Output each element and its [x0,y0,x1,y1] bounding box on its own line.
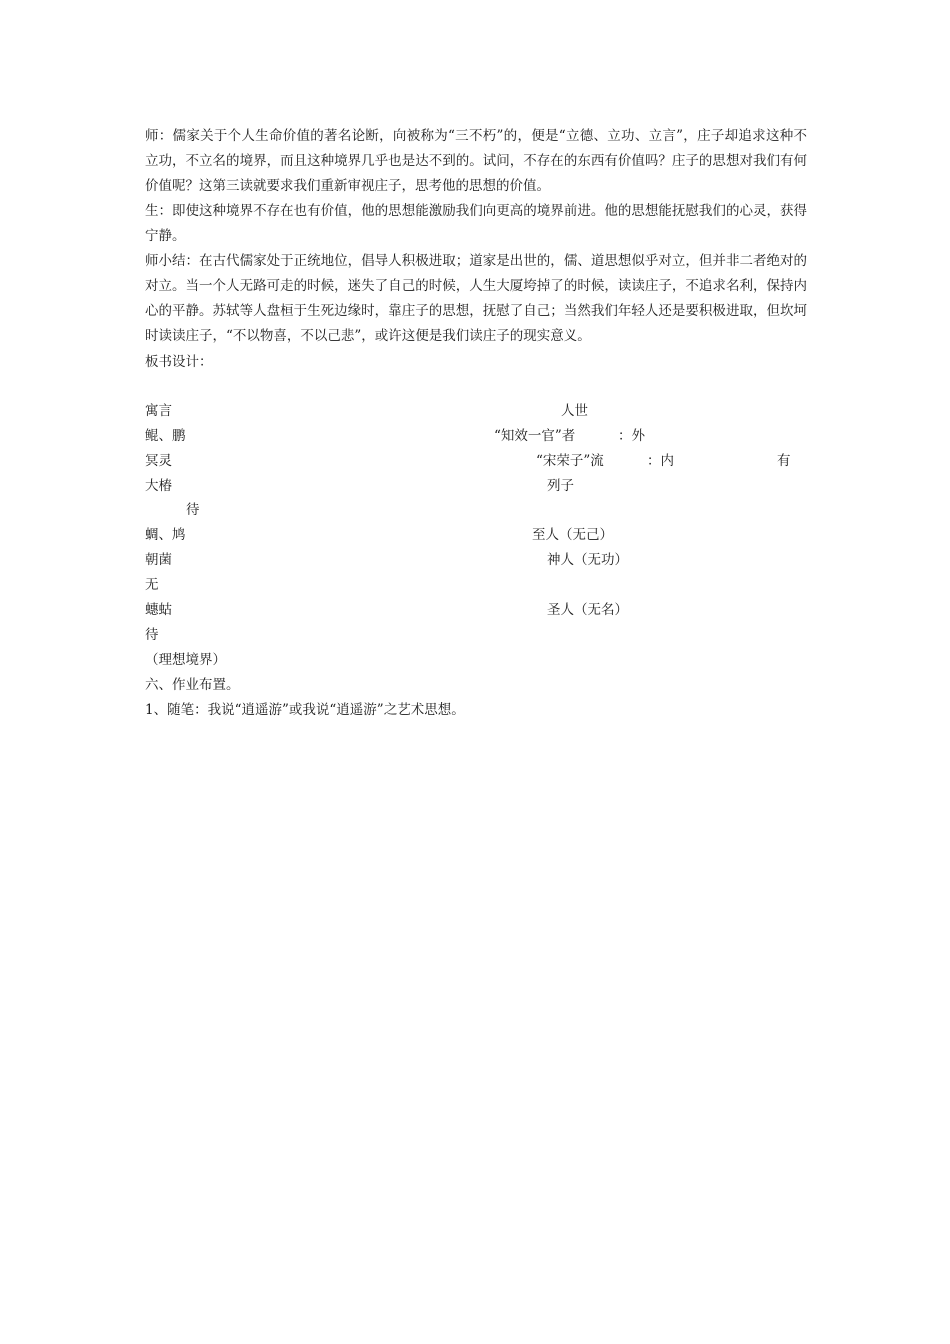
board-liezi: 列子 [547,478,574,494]
student-answer-paragraph: 生：即使这种境界不存在也有价值，他的思想能激励我们向更高的境界前进。他的思想能抚慰我们的心灵，获得宁静。 [145,203,807,244]
board-zhaojun: 朝菌 [145,552,172,568]
board-tiao-jiu: 蜩、鸠 [145,527,186,543]
teacher-summary-paragraph: 师小结：在古代儒家处于正统地位，倡导人积极进取；道家是出世的，儒、道思想似乎对立，但并非二者绝对的对立。当一个人无路可走的时候，迷失了自己的时候，人生大厦垮掉了的时候，读读庄子，不追求名利，保持内心的平静。苏轼等人盘桓于生死边缘时，靠庄子的思想，抚慰了自己；当然我们年轻人还是要积极进取，但坎坷时读读庄子，“不以物喜，不以己悲”，或许这便是我们读庄子的现实意义。 [145,253,807,344]
homework-item-1: 1、随笔：我说“逍遥游”或我说“逍遥游”之艺术思想。 [145,702,465,718]
board-you: 有 [777,453,791,469]
board-mingling: 冥灵 [145,453,172,469]
board-shengren: 圣人（无名） [547,602,628,618]
board-nei: ：内 [647,453,674,469]
board-dachun: 大椿 [145,478,172,494]
board-wu: 无 [145,577,159,593]
board-dai-2: 待 [145,627,159,643]
board-renshi: 人世 [561,403,588,419]
homework-heading: 六、作业布置。 [145,677,240,693]
board-kun-peng: 鲲、鹏 [145,428,186,444]
board-design-heading: 板书设计： [145,354,213,370]
teacher-question-paragraph: 师：儒家关于个人生命价值的著名论断，向被称为“三不朽”的，便是“立德、立功、立言”，庄子却追求这种不立功，不立名的境界，而且这种境界几乎也是达不到的。试问，不存在的东西有价值吗？庄子的思想对我们有何价值呢？这第三读就要求我们重新审视庄子，思考他的思想的价值。 [145,128,807,194]
board-ideal-realm: （理想境界） [145,652,226,668]
board-songrongzi: “宋荣子”流 [536,453,604,469]
board-wai: ：外 [618,428,645,444]
board-huigu: 蟪蛄 [145,602,172,618]
board-zhixiao: “知效一官”者 [494,428,576,444]
board-shenren: 神人（无功） [547,552,628,568]
board-yuyan: 寓言 [145,403,172,419]
board-dai-1: 待 [186,502,200,518]
board-zhiren: 至人（无己） [532,527,613,543]
